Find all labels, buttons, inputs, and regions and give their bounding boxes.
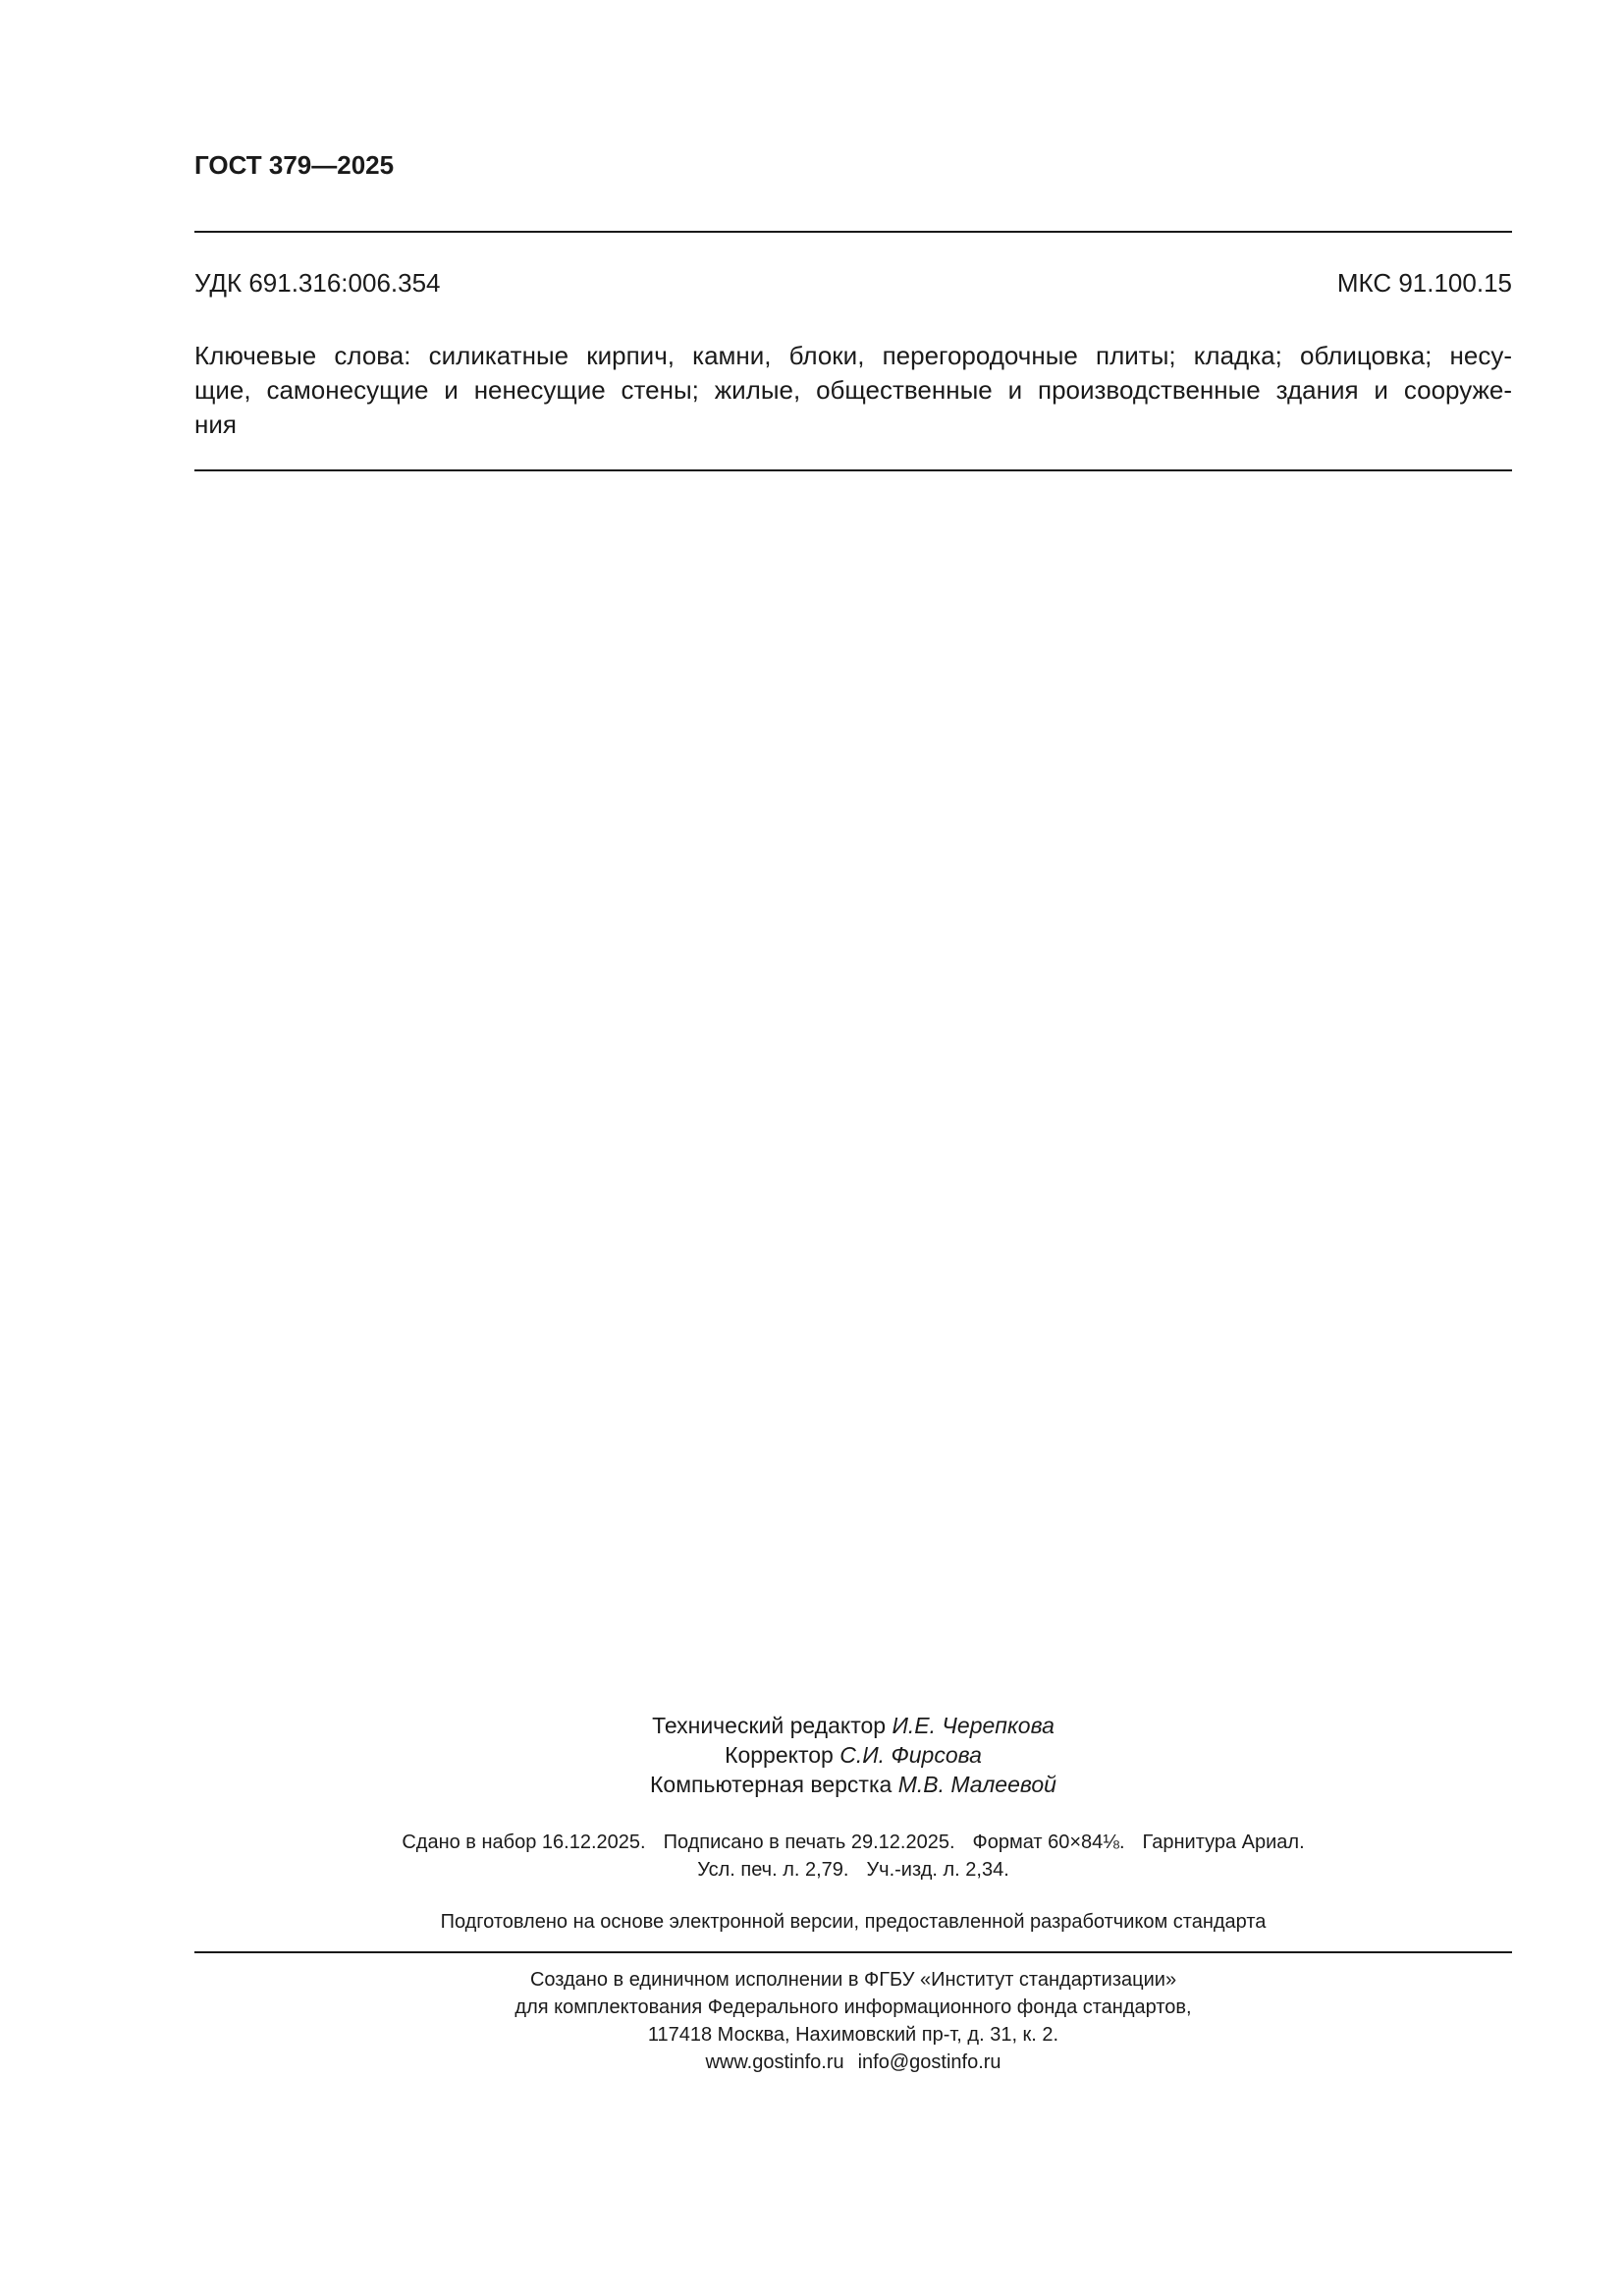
keywords-line: Ключевые слова: силикатные кирпич, камни, блоки, перегородочные плиты; кладка; облицовка; несу- (194, 341, 1512, 370)
corrector-name: С.И. Фирсова (839, 1742, 982, 1768)
keywords-paragraph (194, 339, 1512, 442)
tech-editor-name: И.Е. Черепкова (892, 1713, 1055, 1738)
print-sheets: Усл. печ. л. 2,79. (697, 1859, 849, 1881)
footer-line-1: Создано в единичном исполнении в ФГБУ «Институт стандартизации» (529, 1969, 1177, 1991)
tech-editor-line (194, 1711, 1512, 1740)
layout-role: Компьютерная верстка (650, 1772, 893, 1797)
publication-line-1 (194, 1829, 1512, 1856)
publication-line-2 (194, 1856, 1512, 1884)
publishing-sheets: Уч.-изд. л. 2,34. (866, 1859, 1009, 1881)
credits-block (194, 1711, 1512, 1799)
keywords-divider (194, 469, 1512, 471)
mks-code: МКС 91.100.15 (1336, 268, 1512, 298)
keywords-line: ния (194, 410, 237, 439)
website-link[interactable]: www.gostinfo.ru (705, 2051, 844, 2073)
publisher-footer (194, 1966, 1512, 2076)
top-divider (194, 231, 1512, 233)
tech-editor-role: Технический редактор (652, 1713, 887, 1738)
publication-info (194, 1829, 1512, 1884)
footer-address: 117418 Москва, Нахимовский пр-т, д. 31, к. 2. (647, 2024, 1059, 2046)
paper-format: Формат 60×84⅛. (972, 1831, 1125, 1853)
corrector-role: Корректор (725, 1742, 834, 1768)
layout-line (194, 1770, 1512, 1799)
keywords-line: щие, самонесущие и ненесущие стены; жилые, общественные и производственные здания и сооруже- (194, 375, 1512, 405)
corrector-line (194, 1740, 1512, 1770)
footer-contacts (194, 2049, 1512, 2076)
document-code: ГОСТ 379—2025 (194, 150, 395, 180)
udk-code: УДК 691.316:006.354 (194, 268, 441, 298)
signed-date: Подписано в печать 29.12.2025. (663, 1831, 955, 1853)
footer-divider (194, 1951, 1512, 1953)
prepared-note: Подготовлено на основе электронной версии, предоставленной разработчиком стандарта (440, 1911, 1267, 1933)
layout-name: М.В. Малеевой (897, 1772, 1056, 1797)
typeface: Гарнитура Ариал. (1142, 1831, 1305, 1853)
footer-line-2: для комплектования Федерального информационного фонда стандартов, (514, 1996, 1192, 2018)
email-link[interactable]: info@gostinfo.ru (857, 2051, 1001, 2073)
submitted-date: Сдано в набор 16.12.2025. (402, 1831, 646, 1853)
